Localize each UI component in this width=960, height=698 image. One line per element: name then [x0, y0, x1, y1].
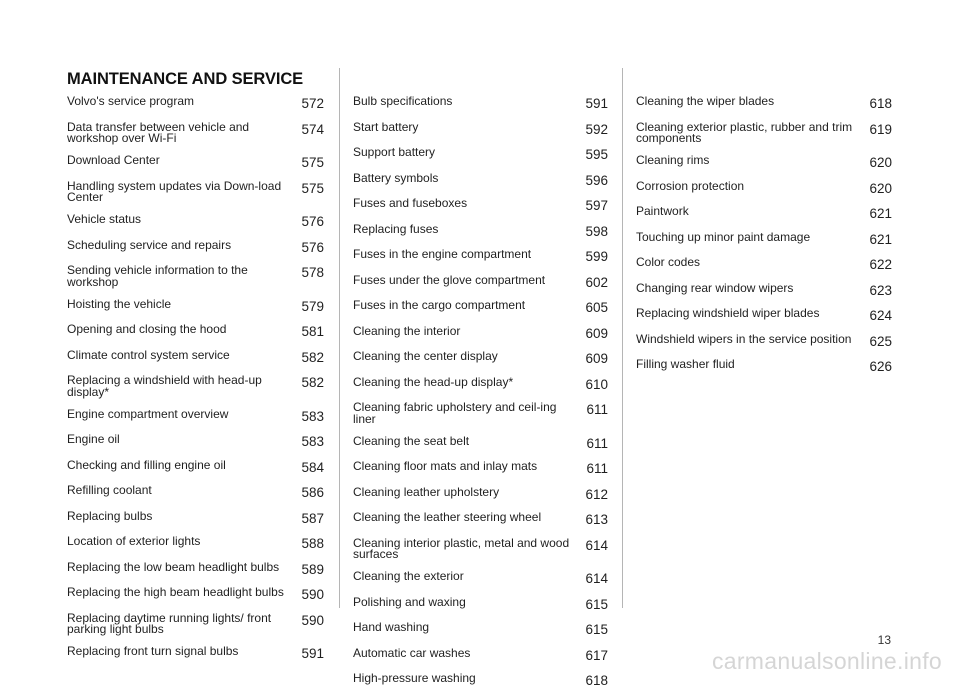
toc-entry-page: 621 [869, 231, 892, 247]
toc-entry-title: Replacing front turn signal bulbs [67, 644, 239, 658]
toc-entry[interactable] [67, 323, 324, 339]
toc-entry[interactable] [67, 510, 324, 526]
toc-entry-title: Hoisting the vehicle [67, 296, 172, 311]
toc-entry-page: 609 [585, 325, 608, 341]
toc-entry-title: Replacing a windshield with head-up display* [67, 373, 262, 399]
toc-entry[interactable] [636, 121, 892, 145]
toc-entry-page: 609 [585, 351, 608, 366]
toc-entry-page: 582 [301, 375, 324, 390]
toc-entry-page: 572 [301, 96, 324, 111]
toc-entry-title: Cleaning the leather steering wheel [353, 510, 542, 524]
toc-entry[interactable] [353, 325, 608, 341]
toc-entry[interactable] [353, 274, 608, 290]
toc-entry-title: Replacing daytime running lights/ front parking light bulbs [67, 610, 272, 636]
toc-entry-title: Opening and closing the hood [67, 322, 227, 336]
toc-entry-title: Corrosion protection [636, 178, 745, 193]
toc-entry-page: 612 [585, 486, 608, 502]
toc-column-1 [67, 93, 324, 671]
toc-entry[interactable] [353, 460, 608, 476]
toc-entry[interactable] [67, 264, 324, 288]
toc-entry-page: 615 [585, 596, 608, 612]
toc-entry-page: 626 [869, 359, 892, 374]
toc-entry[interactable] [67, 459, 324, 475]
toc-entry-title: High-pressure washing [353, 671, 476, 685]
toc-entry-title: Bulb specifications [353, 94, 453, 108]
toc-entry-title: Replacing windshield wiper blades [636, 306, 820, 320]
toc-entry[interactable] [353, 537, 608, 561]
toc-entry[interactable] [636, 154, 892, 170]
toc-entry-title: Touching up minor paint damage [636, 229, 811, 244]
toc-entry-title: Sending vehicle information to the workshop [67, 263, 248, 289]
toc-entry-title: Cleaning the center display [353, 349, 498, 363]
toc-entry-page: 576 [301, 239, 324, 255]
toc-entry-page: 578 [301, 265, 324, 280]
toc-entry-title: Filling washer fluid [636, 357, 735, 371]
toc-entry-page: 615 [585, 622, 608, 637]
toc-entry-title: Polishing and waxing [353, 594, 466, 609]
toc-entry[interactable] [636, 95, 892, 111]
toc-entry-page: 584 [301, 459, 324, 475]
toc-entry[interactable] [67, 408, 324, 424]
toc-entry-page: 586 [301, 485, 324, 500]
toc-entry-title: Engine oil [67, 432, 120, 446]
toc-entry-page: 619 [869, 121, 892, 137]
toc-entry-page: 620 [869, 180, 892, 196]
toc-entry-title: Cleaning interior plastic, metal and wood surfaces [353, 535, 570, 561]
toc-entry[interactable] [636, 205, 892, 221]
toc-entry-page: 602 [585, 274, 608, 290]
toc-entry-page: 618 [585, 673, 608, 688]
toc-entry[interactable] [67, 239, 324, 255]
toc-entry[interactable] [67, 298, 324, 314]
toc-entry[interactable] [353, 511, 608, 527]
toc-entry-title: Fuses and fuseboxes [353, 196, 468, 210]
toc-entry-page: 589 [301, 561, 324, 577]
toc-entry-page: 575 [301, 155, 324, 170]
toc-entry-title: Data transfer between vehicle and workshop over Wi-Fi [67, 119, 250, 145]
toc-entry[interactable] [67, 374, 324, 398]
toc-entry-title: Download Center [67, 153, 160, 167]
toc-entry-page: 621 [869, 206, 892, 221]
toc-entry-page: 611 [586, 402, 608, 417]
toc-entry[interactable] [67, 645, 324, 661]
toc-entry[interactable] [636, 282, 892, 298]
toc-entry-title: Start battery [353, 119, 419, 134]
toc-entry[interactable] [636, 180, 892, 196]
toc-entry-title: Cleaning the exterior [353, 569, 464, 583]
toc-entry[interactable] [353, 570, 608, 586]
toc-entry-title: Checking and filling engine oil [67, 457, 226, 472]
toc-entry[interactable] [353, 401, 608, 425]
toc-entry[interactable] [67, 535, 324, 551]
toc-entry[interactable] [67, 612, 324, 636]
column-divider [622, 68, 623, 608]
toc-entry[interactable] [353, 172, 608, 188]
toc-entry-title: Replacing the low beam headlight bulbs [67, 559, 280, 574]
page-number: 13 [877, 633, 891, 647]
toc-column-2 [353, 93, 608, 698]
toc-entry-title: Support battery [353, 145, 436, 159]
toc-entry-page: 591 [585, 96, 608, 111]
toc-entry[interactable] [67, 154, 324, 170]
toc-entry-title: Battery symbols [353, 170, 439, 185]
toc-entry[interactable] [67, 349, 324, 365]
toc-entry-title: Cleaning leather upholstery [353, 484, 500, 499]
toc-entry-title: Cleaning the seat belt [353, 433, 470, 448]
toc-entry-title: Location of exterior lights [67, 534, 201, 548]
toc-entry[interactable] [353, 121, 608, 137]
toc-entry[interactable] [67, 213, 324, 229]
section-heading: MAINTENANCE AND SERVICE [67, 70, 304, 88]
column-divider [339, 68, 340, 608]
toc-entry-title: Windshield wipers in the service position [636, 331, 852, 346]
toc-entry-title: Fuses under the glove compartment [353, 272, 546, 287]
toc-entry-page: 598 [585, 223, 608, 239]
toc-entry[interactable] [636, 231, 892, 247]
toc-entry-title: Fuses in the cargo compartment [353, 298, 526, 312]
toc-entry-title: Replacing fuses [353, 221, 439, 236]
toc-entry[interactable] [353, 672, 608, 688]
toc-entry-title: Scheduling service and repairs [67, 237, 232, 252]
toc-entry[interactable] [353, 350, 608, 366]
toc-entry-title: Climate control system service [67, 347, 230, 362]
toc-entry[interactable] [636, 358, 892, 374]
toc-entry[interactable] [67, 95, 324, 111]
toc-entry[interactable] [636, 307, 892, 323]
toc-column-3 [636, 93, 892, 384]
toc-entry-title: Refilling coolant [67, 483, 152, 497]
toc-entry-page: 588 [301, 536, 324, 551]
toc-entry[interactable] [353, 299, 608, 315]
toc-entry[interactable] [67, 433, 324, 449]
toc-entry[interactable] [353, 223, 608, 239]
toc-entry[interactable] [353, 596, 608, 612]
toc-entry-title: Hand washing [353, 620, 430, 634]
toc-entry[interactable] [353, 621, 608, 637]
toc-entry-page: 624 [869, 308, 892, 323]
toc-entry[interactable] [67, 586, 324, 602]
toc-entry[interactable] [353, 486, 608, 502]
toc-entry-title: Handling system updates via Down-load Center [67, 178, 282, 204]
toc-entry[interactable] [67, 121, 324, 145]
toc-entry-title: Volvo's service program [67, 94, 195, 108]
toc-entry[interactable] [353, 146, 608, 162]
toc-entry-page: 614 [585, 537, 608, 553]
toc-entry-page: 625 [869, 333, 892, 349]
toc-entry[interactable] [353, 376, 608, 392]
toc-entry-page: 614 [585, 571, 608, 586]
toc-entry-page: 583 [301, 408, 324, 424]
toc-entry-title: Color codes [636, 255, 701, 269]
toc-entry-page: 590 [301, 587, 324, 602]
toc-entry-title: Cleaning fabric upholstery and ceil-ing liner [353, 400, 557, 426]
toc-entry-page: 581 [301, 324, 324, 339]
toc-entry-page: 620 [869, 155, 892, 170]
toc-entry-page: 582 [301, 349, 324, 365]
toc-entry-title: Engine compartment overview [67, 406, 229, 421]
toc-entry-page: 575 [301, 180, 324, 196]
toc-entry-title: Cleaning rims [636, 153, 710, 167]
toc-entry-page: 592 [585, 121, 608, 137]
toc-entry-page: 587 [301, 510, 324, 526]
watermark: carmanualsonline.info [711, 648, 942, 674]
toc-entry-page: 599 [585, 249, 608, 264]
toc-entry-page: 623 [869, 282, 892, 298]
toc-entry-title: Replacing the high beam headlight bulbs [67, 585, 284, 599]
toc-entry-page: 596 [585, 172, 608, 188]
toc-entry-page: 611 [586, 461, 608, 476]
toc-entry[interactable] [353, 435, 608, 451]
toc-entry-title: Cleaning the head-up display* [353, 374, 514, 389]
toc-entry-page: 583 [301, 434, 324, 449]
toc-entry[interactable] [67, 561, 324, 577]
toc-entry-page: 618 [869, 96, 892, 111]
toc-entry-title: Changing rear window wipers [636, 280, 794, 295]
toc-entry-page: 595 [585, 147, 608, 162]
toc-entry[interactable] [353, 647, 608, 663]
toc-entry-page: 579 [301, 298, 324, 314]
toc-entry-page: 611 [586, 435, 608, 451]
toc-entry-title: Replacing bulbs [67, 508, 153, 523]
toc-entry-page: 591 [301, 646, 324, 661]
toc-entry[interactable] [636, 256, 892, 272]
toc-entry[interactable] [67, 484, 324, 500]
toc-entry-title: Paintwork [636, 204, 689, 218]
toc-entry[interactable] [353, 197, 608, 213]
toc-entry[interactable] [636, 333, 892, 349]
toc-entry-title: Cleaning exterior plastic, rubber and trim components [636, 119, 853, 145]
toc-entry-title: Vehicle status [67, 212, 142, 226]
toc-entry-page: 574 [301, 121, 324, 137]
toc-entry-page: 622 [869, 257, 892, 272]
toc-entry-title: Cleaning floor mats and inlay mats [353, 459, 538, 473]
toc-entry-page: 613 [585, 512, 608, 527]
toc-entry-page: 597 [585, 198, 608, 213]
toc-entry-title: Fuses in the engine compartment [353, 247, 532, 261]
toc-entry[interactable] [353, 95, 608, 111]
toc-entry-title: Automatic car washes [353, 645, 471, 660]
toc-entry-page: 576 [301, 214, 324, 229]
toc-entry-page: 610 [585, 376, 608, 392]
toc-entry-title: Cleaning the wiper blades [636, 94, 775, 108]
toc-entry-page: 605 [585, 300, 608, 315]
toc-entry[interactable] [67, 180, 324, 204]
toc-entry[interactable] [353, 248, 608, 264]
toc-entry-page: 617 [585, 647, 608, 663]
toc-entry-page: 590 [301, 612, 324, 628]
toc-entry-title: Cleaning the interior [353, 323, 461, 338]
